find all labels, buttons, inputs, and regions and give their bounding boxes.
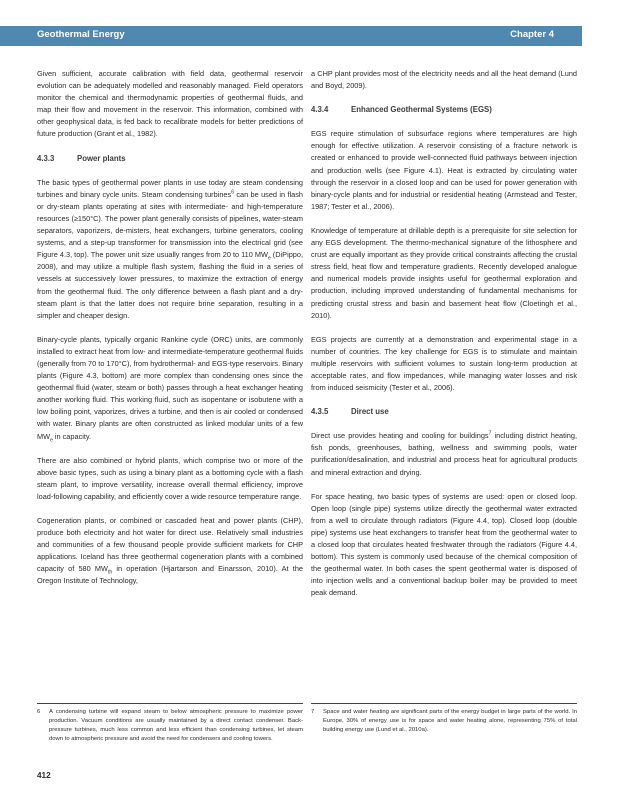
paragraph: [311, 430, 577, 478]
footnote-6: [37, 708, 303, 744]
unit-subscript: th: [108, 569, 113, 576]
footnote-text: Space and water heating are significant parts of the energy budget in large parts of the world. In Europe, 30% of energy use is for space and water heating alone, representing 75% of total building energy use (Lund et al., 2010a).: [323, 709, 577, 733]
paragraph: [37, 515, 303, 588]
text-run: The basic types of geothermal power plants in use today are steam condensing turbines and binary cycle units. Steam condensing turbines: [37, 177, 303, 199]
section-title: Enhanced Geothermal Systems (EGS): [351, 105, 492, 115]
paragraph: [37, 334, 303, 443]
header-margin: [582, 0, 629, 46]
page-number: 412: [37, 771, 51, 780]
section-title: Direct use: [351, 407, 389, 417]
section-heading-4-3-4: [311, 104, 577, 116]
text-run: Cogeneration plants, or combined or cascaded heat and power plants (CHP), produce both electricity and hot water for direct use. Relatively small industries and communities of a few thousand people provide sufficient markets for CHP applications. Iceland has three geothermal cogeneration plants with a combined capacity of 580 MW: [37, 516, 303, 574]
paragraph: Given sufficient, accurate calibration with field data, geothermal reservoir evolution can be adequately modelled and reasonably managed. Field operators monitor the chemical and thermodynamic properties of geothermal fluids, and map their flow and movement in the reservoir. This information, combined with other geophysical data, is fed back to recalibrate models for better predictions of future production (Grant et al., 1982).: [37, 69, 303, 139]
footnote-divider: [37, 703, 303, 704]
section-number: 4.3.4: [311, 105, 329, 115]
text-run: Binary-cycle plants, typically organic Rankine cycle (ORC) units, are commonly installed to extract heat from low- and intermediate-temperature geothermal fluids (generally from 70 to 170°C), from hydrothermal- and EGS-type reservoirs. Binary plants (Figure 4.3, bottom) are more complex than condensing ones since the geothermal fluid (water, steam or both) passes through a heat exchanger heating another working fluid. This working fluid, such as isopentane or isobutene with a low boiling point, vaporizes, drives a turbine, and then is air cooled or condensed with water. Binary plants are often constructed as linked modular units of a few MW: [37, 334, 303, 441]
footnote-7: [311, 708, 577, 735]
paragraph: EGS projects are currently at a demonstration and experimental stage in a number of countries. The key challenge for EGS is to stimulate and maintain multiple reservoirs with sufficient volumes to sustain long-term production at acceptable rates, and flow impedances, while managing water losses and risk from induced seismicity (Tester et al., 2006).: [311, 334, 577, 393]
header-chapter: Chapter 4: [510, 29, 554, 40]
text-run: in capacity.: [52, 431, 92, 441]
section-title: Power plants: [77, 153, 126, 163]
section-number: 4.3.3: [37, 153, 55, 163]
paragraph: There are also combined or hybrid plants, which comprise two or more of the above basic types, such as using a binary plant as a bottoming cycle with a flash steam plant, to improve versatility, increase overall thermal efficiency, improve load-following capability, and efficiently cover a wide resource temperature range.: [37, 455, 303, 501]
text-run: can be used in flash or dry-steam plants operating at sites with intermediate- and high-temperature resources (≥150°C). The power plant generally consists of pipelines, water-steam separators, vaporizers, de-misters, heat exchangers, turbine generators, cooling systems, and a step-up transformer for transmission into the electrical grid (see Figure 4.3, top). The power unit size usually ranges from 20 to 110 MW: [37, 189, 303, 260]
unit-subscript: e: [50, 437, 53, 443]
footnote-text: A condensing turbine will expand steam to below atmospheric pressure to maximize power production. Vacuum conditions are usually maintained by a direct contact condenser. Back-pressure turbines, much less common and less efficient than condensing turbines, let steam down to atmospheric pressure and avoid the need for condensers and cooling towers.: [49, 709, 303, 742]
paragraph: For space heating, two basic types of systems are used: open or closed loop. Open loop (single pipe) systems utilize directly the geothermal water extracted from a well to circulate through radiators (Figure 4.4, top). Closed loop (double pipe) systems use heat exchangers to transfer heat from the geothermal water to a closed loop that circulates heated freshwater through the radiators (Figure 4.4, bottom). This system is commonly used because of the chemical composition of the geothermal water. In both cases the spent geothermal water is disposed of into injection wells and a conventional backup boiler may be provided to meet peak demand.: [311, 491, 577, 598]
footnote-number: 7: [311, 709, 315, 715]
footnote-ref: 6: [231, 189, 234, 196]
text-run: Direct use provides heating and cooling for buildings: [311, 431, 489, 441]
paragraph: a CHP plant provides most of the electricity needs and all the heat demand (Lund and Boyd, 2009).: [311, 69, 577, 91]
text-run: in operation (Hjartarson and Einarsson, 2010). At the Oregon Institute of Technology,: [37, 564, 303, 586]
paragraph: [37, 177, 303, 322]
left-column: [37, 68, 303, 600]
right-column: [311, 68, 577, 611]
section-heading-4-3-3: [37, 153, 303, 165]
footnote-divider: [311, 703, 577, 704]
text-run: including district heating, fish ponds, greenhouses, bathing, wellness and swimming pools, water purification/desalination, and industrial and process heat for agricultural products and mineral extraction and drying.: [311, 431, 578, 477]
section-heading-4-3-5: [311, 406, 577, 418]
header-book-title: Geothermal Energy: [37, 29, 125, 40]
paragraph: Knowledge of temperature at drillable depth is a prerequisite for site selection for any EGS development. The thermo-mechanical signature of the lithosphere and crust are equally important as they provide critical constraints affecting the crustal stress field, heat flow and temperature gradients. Recently developed analogue and numerical models provide insights useful for geothermal exploration and production, including improved understanding of fundamental mechanisms for predicting crustal stress and basin and basement heat flow (Cloetingh et al., 2010).: [311, 225, 577, 320]
text-run: (DiPippo, 2008), and may utilize a multiple flash system, flashing the fluid in a series of vessels at successively lower pressures, to maximize the extraction of energy from the geothermal fluid. The only difference between a flash plant and a dry-steam plant is that the latter does not require brine separation, resulting in a simpler and cheaper design.: [37, 250, 303, 320]
paragraph: EGS require stimulation of subsurface regions where temperatures are high enough for effective utilization. A reservoir consisting of a fracture network is created or enhanced to provide well-connected fluid pathways between injection and production wells (see Figure 4.1). Heat is extracted by circulating water through the reservoir in a closed loop and can be used for power generation with binary-cycle plants and for industrial or residential heating (Armstead and Tester, 1987; Tester et al., 2006).: [311, 129, 577, 211]
footnote-number: 6: [37, 709, 41, 715]
unit-subscript: e: [267, 255, 271, 262]
section-number: 4.3.5: [311, 407, 329, 417]
running-header: [0, 26, 582, 46]
footnote-ref: 7: [488, 430, 492, 437]
